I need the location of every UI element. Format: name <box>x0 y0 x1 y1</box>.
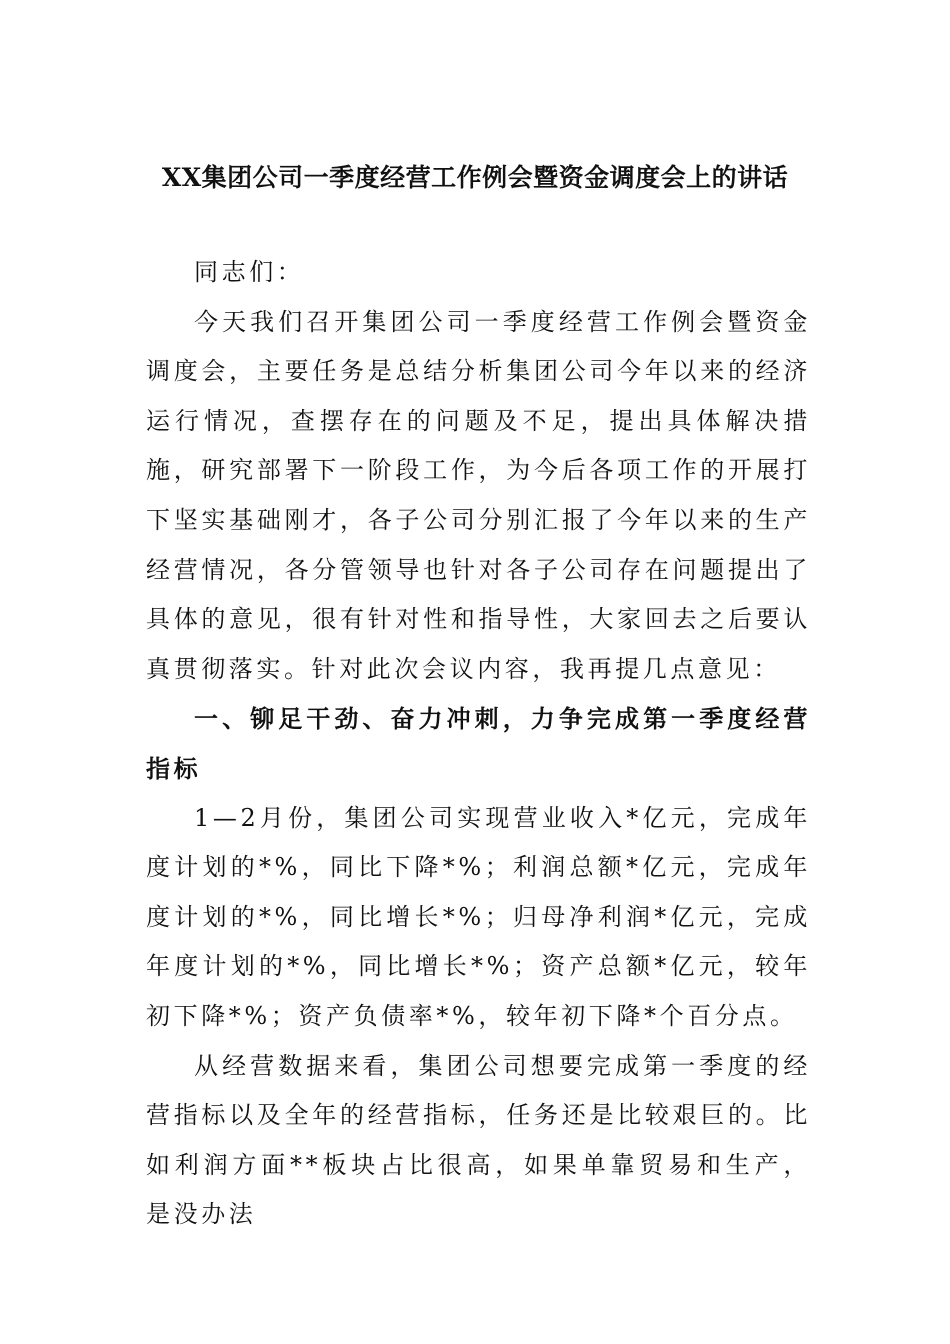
document-title: XX集团公司一季度经营工作例会暨资金调度会上的讲话 <box>161 163 789 192</box>
section-heading-1: 一、铆足干劲、奋力冲刺，力争完成第一季度经营指标 <box>146 704 811 783</box>
paragraph-figures: 1—2月份，集团公司实现营业收入*亿元，完成年度计划的*%，同比下降*%；利润总额*亿元，完成年度计划的*%，同比增长*%；归母净利润*亿元，完成年度计划的*%，同比增长*%；资产总额*亿元，较年初下降*%；资产负债率*%，较年初下降*个百分点。 <box>146 803 811 1030</box>
document-body <box>146 248 811 1240</box>
paragraph-analysis: 从经营数据来看，集团公司想要完成第一季度的经营指标以及全年的经营指标，任务还是比较艰巨的。比如利润方面**板块占比很高，如果单靠贸易和生产，是没办法 <box>146 1051 811 1229</box>
paragraph-intro: 今天我们召开集团公司一季度经营工作例会暨资金调度会，主要任务是总结分析集团公司今年以来的经济运行情况，查摆存在的问题及不足，提出具体解决措施，研究部署下一阶段工作，为今后各项工作的开展打下坚实基础刚才，各子公司分别汇报了今年以来的生产经营情况，各分管领导也针对各子公司存在问题提出了具体的意见，很有针对性和指导性，大家回去之后要认真贯彻落实。针对此次会议内容，我再提几点意见： <box>146 307 811 683</box>
salutation: 同志们： <box>194 258 305 286</box>
